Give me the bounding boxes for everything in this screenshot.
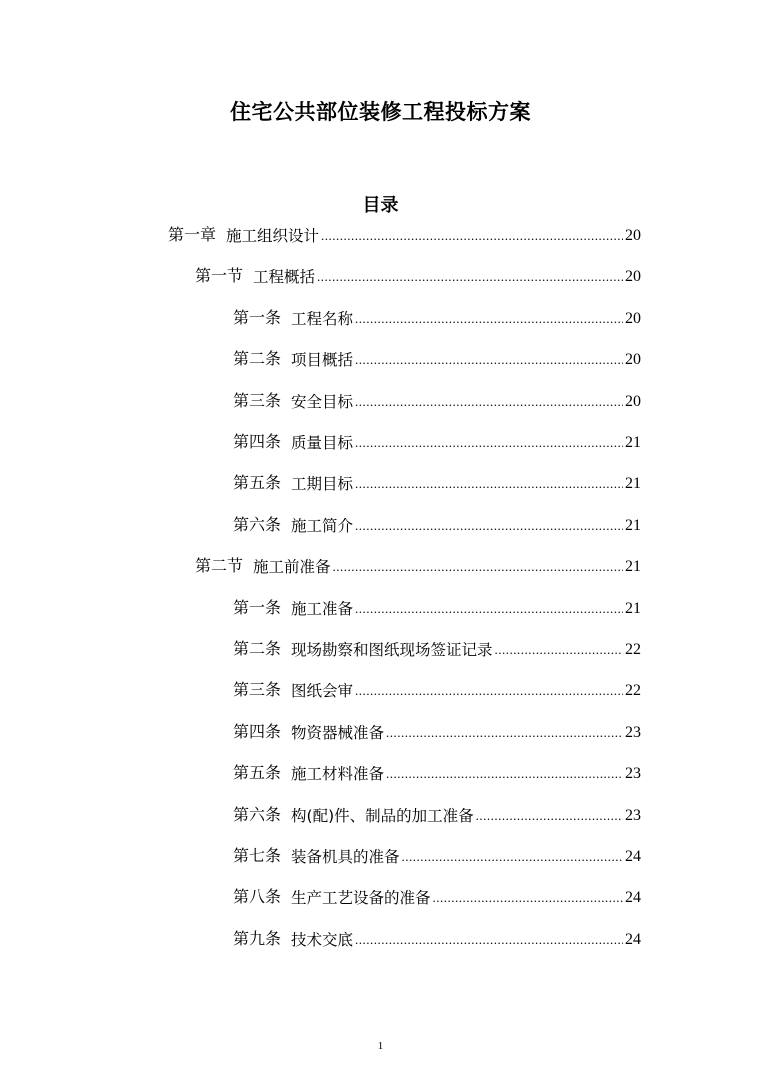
- toc-entry-title: 工期目标: [291, 475, 354, 494]
- toc-entry-article[interactable]: [233, 713, 641, 743]
- toc-entry-title: 工程名称: [291, 309, 354, 328]
- dot-leader: [476, 806, 623, 826]
- toc-entry-page: 20: [625, 392, 641, 410]
- toc-entry-page: 22: [625, 641, 641, 658]
- toc-entry-article[interactable]: [233, 671, 641, 701]
- dot-leader: [355, 930, 623, 950]
- toc-entry-page: 24: [625, 848, 641, 865]
- toc-entry-page: 24: [625, 930, 641, 948]
- toc-entry-title: 物资器械准备: [291, 723, 385, 742]
- toc-entry-title: 施工组织设计: [226, 227, 320, 245]
- toc-entry-number: 第五条: [233, 765, 282, 783]
- toc-entry-page: 23: [625, 723, 641, 741]
- dot-leader: [355, 433, 623, 453]
- dot-leader: [433, 888, 623, 908]
- toc-entry-number: 第三条: [233, 682, 282, 700]
- toc-entry-title: 构(配)件、制品的加工准备: [291, 806, 474, 825]
- toc-entry-title: 装备机具的准备: [291, 848, 400, 866]
- toc-entry-number: 第二条: [233, 641, 282, 658]
- dot-leader: [333, 557, 623, 577]
- toc-entry-title: 安全目标: [291, 392, 354, 411]
- toc-entry-number: 第二节: [195, 558, 244, 576]
- toc-entry-chapter-1[interactable]: [168, 216, 641, 246]
- toc-entry-article[interactable]: [233, 464, 641, 494]
- toc-entry-number: 第七条: [233, 848, 282, 865]
- toc-entry-title: 图纸会审: [291, 682, 354, 701]
- toc-heading: 目录: [362, 195, 399, 216]
- toc-entry-number: 第八条: [233, 889, 282, 907]
- toc-entry-number: 第五条: [233, 475, 282, 493]
- toc-entry-article[interactable]: [233, 796, 641, 826]
- dot-leader: [317, 267, 623, 287]
- toc-entry-article[interactable]: [233, 920, 641, 950]
- toc-entry-article[interactable]: [233, 754, 641, 784]
- toc-entry-page: 23: [625, 806, 641, 824]
- toc-entry-page: 20: [625, 268, 641, 286]
- toc-entry-number: 第六条: [233, 516, 282, 534]
- toc-entry-title: 施工前准备: [253, 558, 331, 577]
- toc-entry-number: 第九条: [233, 930, 282, 948]
- toc-entry-article[interactable]: [233, 340, 641, 370]
- toc-entry-number: 第一节: [195, 268, 244, 286]
- toc-entry-article[interactable]: [233, 423, 641, 453]
- toc-entry-title: 施工简介: [291, 516, 354, 535]
- toc-entry-article[interactable]: [233, 630, 641, 660]
- toc-entry-article[interactable]: [233, 299, 641, 329]
- toc-entry-section-1[interactable]: [195, 257, 641, 287]
- toc-entry-page: 21: [625, 516, 641, 534]
- toc-entry-number: 第一条: [233, 309, 282, 327]
- toc-entry-article[interactable]: [233, 382, 641, 412]
- dot-leader: [321, 226, 623, 246]
- toc-entry-title: 项目概括: [291, 351, 354, 370]
- dot-leader: [355, 681, 623, 701]
- toc-entry-page: 23: [625, 765, 641, 783]
- toc-entry-title: 施工准备: [291, 599, 354, 618]
- dot-leader: [355, 474, 623, 494]
- dot-leader: [355, 392, 623, 412]
- toc-entry-page: 22: [625, 682, 641, 700]
- dot-leader: [386, 723, 623, 743]
- page-number: 1: [377, 1040, 384, 1052]
- toc-entry-number: 第六条: [233, 806, 282, 824]
- toc-entry-title: 技术交底: [291, 930, 354, 949]
- toc-entry-title: 现场勘察和图纸现场签证记录: [291, 641, 493, 659]
- toc-entry-number: 第三条: [233, 392, 282, 410]
- toc-entry-title: 施工材料准备: [291, 765, 385, 784]
- toc-entry-section-2[interactable]: [195, 547, 641, 577]
- toc-entry-article[interactable]: [233, 837, 641, 867]
- dot-leader: [495, 640, 623, 660]
- toc-entry-page: 20: [625, 351, 641, 369]
- toc-entry-article[interactable]: [233, 506, 641, 536]
- toc-entry-article[interactable]: [233, 878, 641, 908]
- toc-entry-number: 第一条: [233, 599, 282, 617]
- toc-entry-number: 第二条: [233, 351, 282, 369]
- dot-leader: [355, 350, 623, 370]
- dot-leader: [402, 847, 623, 867]
- toc-entry-number: 第四条: [233, 434, 282, 451]
- toc-entry-page: 21: [625, 434, 641, 451]
- toc-entry-page: 24: [625, 889, 641, 907]
- document-title: 住宅公共部位装修工程投标方案: [230, 100, 531, 124]
- toc-entry-article[interactable]: [233, 589, 641, 619]
- dot-leader: [355, 599, 623, 619]
- toc-entry-page: 21: [625, 599, 641, 617]
- toc-entry-number: 第一章: [168, 227, 217, 244]
- toc-entry-page: 20: [625, 309, 641, 327]
- toc-entry-page: 21: [625, 475, 641, 493]
- toc-entry-page: 20: [625, 227, 641, 244]
- toc-entry-title: 生产工艺设备的准备: [291, 889, 431, 908]
- dot-leader: [386, 764, 623, 784]
- toc-entry-title: 质量目标: [291, 434, 354, 452]
- toc-entry-page: 21: [625, 558, 641, 576]
- toc-entry-number: 第四条: [233, 723, 282, 741]
- dot-leader: [355, 309, 623, 329]
- toc-entry-title: 工程概括: [253, 268, 316, 287]
- dot-leader: [355, 516, 623, 536]
